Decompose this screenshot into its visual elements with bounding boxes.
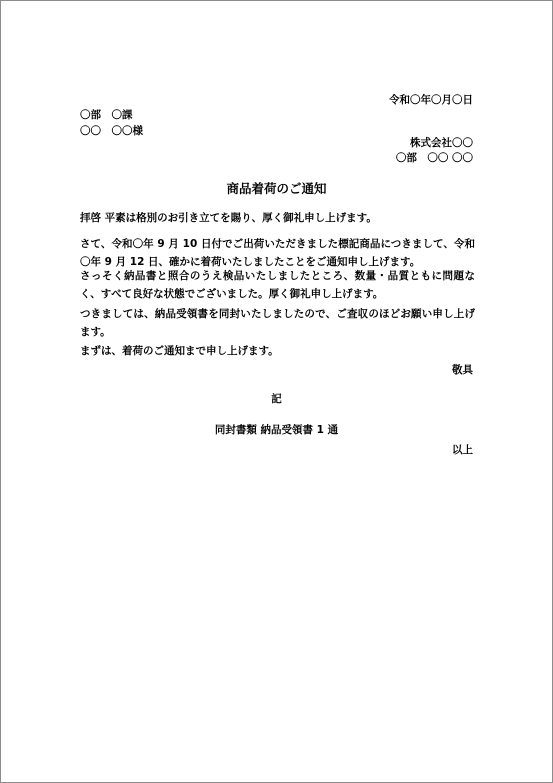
- ki-heading: 記: [271, 393, 282, 405]
- greeting: 拝啓 平素は格別のお引き立てを賜り、厚く御礼申し上げます。: [80, 212, 377, 224]
- sender-person: 〇部 〇〇 〇〇: [395, 152, 473, 164]
- enclosure-line: 同封書類 納品受領書 1 通: [214, 424, 339, 436]
- body-paragraph: つきましては、納品受領書を同封いたしましたので、ご査収のほどお願い申し上げます。: [80, 308, 475, 338]
- body-paragraph: まずは、着荷のご通知まで申し上げます。: [80, 345, 279, 357]
- recipient-department: 〇部 〇課: [80, 109, 133, 121]
- closing-keigu: 敬具: [452, 364, 473, 376]
- letter-title: 商品着荷のご通知: [226, 181, 327, 196]
- body-paragraph: さて、令和〇年 9 月 10 日付でご出荷いただきました標記商品につきまして、令和〇年 9 月 12 日、確かに着荷いたしましたことをご通知申し上げます。: [80, 238, 475, 268]
- ijo-closing: 以上: [452, 444, 473, 456]
- body-paragraph: さっそく納品書と照合のうえ検品いたしましたところ、数量・品質ともに問題なく、すべて良好な状態でございました。厚く御礼申し上げます。: [80, 270, 475, 300]
- sender-company: 株式会社〇〇: [410, 137, 473, 149]
- recipient-name: 〇〇 〇〇様: [80, 125, 143, 137]
- letter-date: 令和〇年〇月〇日: [389, 94, 473, 106]
